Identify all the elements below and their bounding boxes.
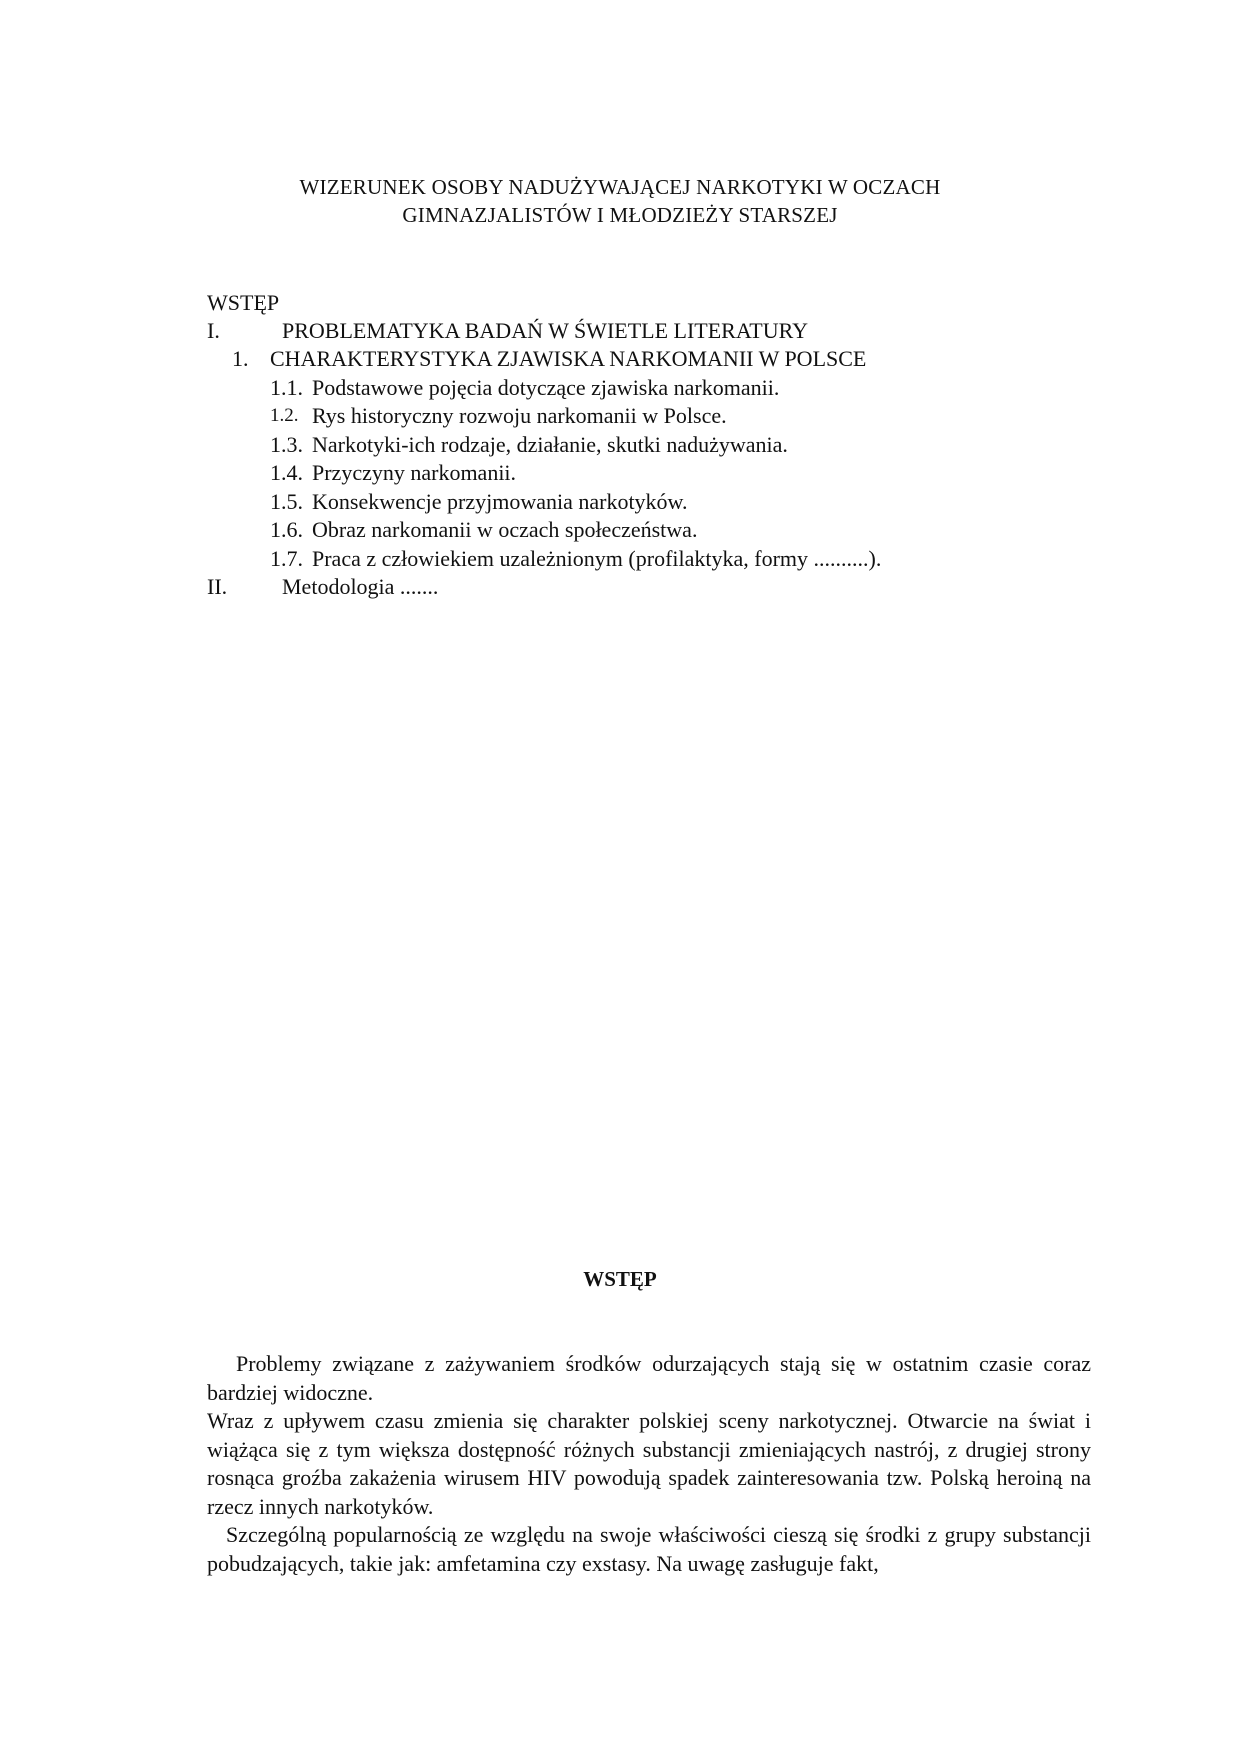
toc-subsection-number: 1.7.	[270, 546, 303, 571]
paragraph: Problemy związane z zażywaniem środków odurzających stają się w ostatnim czasie coraz bardziej widoczne.	[207, 1351, 1091, 1405]
toc-subsection	[270, 459, 990, 487]
toc-subsection	[270, 545, 990, 573]
toc-subsection	[270, 516, 990, 544]
toc-part-1	[207, 317, 907, 345]
document-title-line-1: WIZERUNEK OSOBY NADUŻYWAJĄCEJ NARKOTYKI W OCZACH	[299, 175, 941, 199]
intro-heading: WSTĘP	[583, 1267, 657, 1291]
toc-subsection-label: Rys historyczny rozwoju narkomanii w Polsce.	[312, 403, 727, 428]
toc-subsection-label: Podstawowe pojęcia dotyczące zjawiska narkomanii.	[312, 375, 780, 400]
toc-subsection	[270, 488, 990, 516]
toc-subsection	[270, 431, 990, 459]
toc-subsection-number: 1.1.	[270, 375, 303, 400]
toc-part-1-label: PROBLEMATYKA BADAŃ W ŚWIETLE LITERATURY	[282, 318, 808, 343]
toc-subsection-number: 1.4.	[270, 460, 303, 485]
toc-subsection	[270, 374, 990, 402]
toc-subsection-label: Praca z człowiekiem uzależnionym (profilaktyka, formy ..........).	[312, 546, 882, 571]
toc-chapter-1	[232, 345, 992, 373]
toc-part-2-number: II.	[207, 574, 228, 599]
toc-subsection-label: Narkotyki-ich rodzaje, działanie, skutki nadużywania.	[312, 432, 788, 457]
document-title-line-2: GIMNAZJALISTÓW I MŁODZIEŻY STARSZEJ	[402, 203, 838, 227]
toc-subsection-number: 1.5.	[270, 489, 303, 514]
toc-subsection-number: 1.6.	[270, 517, 303, 542]
toc-intro: WSTĘP	[207, 290, 280, 315]
toc-subsection	[270, 402, 990, 430]
toc-part-2-label: Metodologia .......	[282, 574, 439, 599]
toc-part-1-number: I.	[207, 318, 220, 343]
intro-body	[207, 1350, 1091, 1578]
paragraph: Szczególną popularnością ze względu na swoje właściwości cieszą się środki z grupy substancji pobudzających, takie jak: amfetamina czy exstasy. Na uwagę zasługuje fakt,	[207, 1522, 1091, 1576]
paragraph: Wraz z upływem czasu zmienia się charakter polskiej sceny narkotycznej. Otwarcie na świat i wiążąca się z tym większa dostępność różnych substancji zmieniających nastrój, z drugiej strony rosnąca groźba zakażenia wirusem HIV powodują spadek zainteresowania tzw. Polską heroiną na rzecz innych narkotyków.	[207, 1408, 1091, 1519]
toc-subsection-label: Konsekwencje przyjmowania narkotyków.	[312, 489, 688, 514]
toc-subsection-number: 1.3.	[270, 432, 303, 457]
toc-part-2	[207, 573, 707, 601]
toc-subsection-number: 1.2.	[270, 405, 299, 426]
toc-chapter-1-label: CHARAKTERYSTYKA ZJAWISKA NARKOMANII W POLSCE	[270, 346, 867, 371]
toc-subsection-label: Przyczyny narkomanii.	[312, 460, 517, 485]
toc-chapter-1-number: 1.	[232, 346, 249, 371]
toc-subsection-label: Obraz narkomanii w oczach społeczeństwa.	[312, 517, 698, 542]
